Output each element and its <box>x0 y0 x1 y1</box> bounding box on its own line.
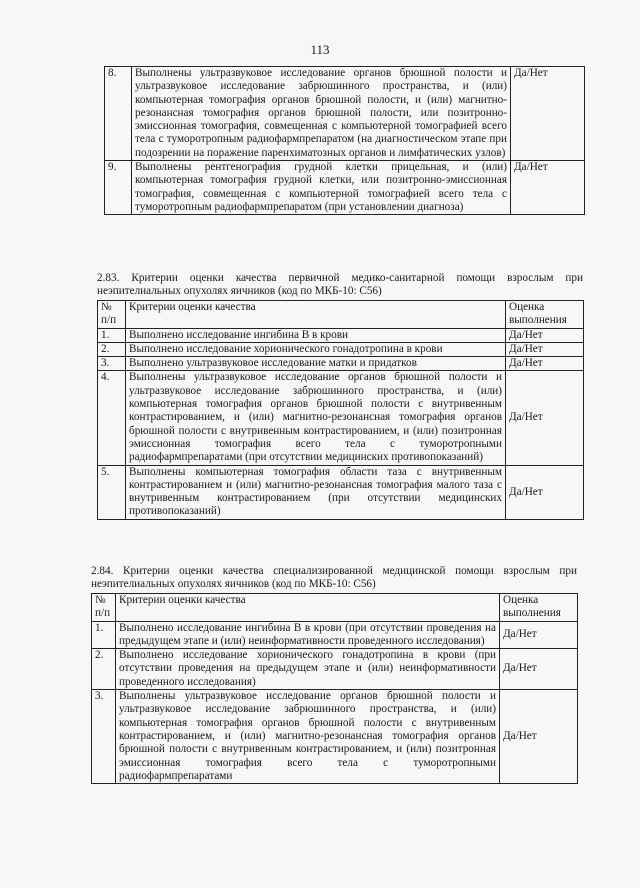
assessment-value: Да/Нет <box>506 357 584 371</box>
row-number: 2. <box>92 649 116 690</box>
assessment-value: Да/Нет <box>500 690 578 784</box>
table-header-row <box>98 301 584 329</box>
criterion-text: Выполнено исследование ингибина В в крови <box>126 328 506 342</box>
assessment-value: Да/Нет <box>506 328 584 342</box>
table-row <box>98 465 584 519</box>
criteria-table-2-83 <box>97 300 584 520</box>
row-number: 8. <box>105 67 132 161</box>
table-header-row <box>92 594 578 622</box>
criterion-text: Выполнены ультразвуковое исследование органов брюшной полости и ультразвуковое исследование забрюшинного пространства, и (или) компьютерная томография органов брюшной полости с внутривенным контрастированием, и (или) магнитно-резонансная томография органов брюшной полости с внутривенным контрастированием, и (или) позитронная эмиссионная томография всего тела с туморотропными радиофармпрепаратами (при отсутствии медицинских противопоказаний) <box>126 371 506 465</box>
row-number: 3. <box>92 690 116 784</box>
table-row <box>92 690 578 784</box>
assessment-value: Да/Нет <box>511 161 585 215</box>
row-number: 3. <box>98 357 126 371</box>
header-assessment: Оценка выполнения <box>500 594 578 622</box>
header-assessment: Оценка выполнения <box>506 301 584 329</box>
row-number: 4. <box>98 371 126 465</box>
row-number: 9. <box>105 161 132 215</box>
assessment-value: Да/Нет <box>500 649 578 690</box>
criterion-text: Выполнены компьютерная томография области таза с внутривенным контрастированием и (или) магнитно-резонансная томография малого таза с внутривенным контрастированием (при отсутствии медицинских противопоказаний) <box>126 465 506 519</box>
header-number: № п/п <box>98 301 126 329</box>
criterion-text: Выполнено исследование ингибина В в крови (при отсутствии проведения на предыдущем этапе и (или) неинформативности проведенного исследования) <box>116 621 500 649</box>
row-number: 1. <box>92 621 116 649</box>
criteria-table-continued <box>104 66 585 215</box>
table-row <box>98 371 584 465</box>
section-heading-2-83: 2.83. Критерии оценки качества первичной медико-санитарной помощи взрослым при неэпителиальных опухолях яичников (код по МКБ-10: C56) <box>97 272 583 298</box>
criterion-text: Выполнены ультразвуковое исследование органов брюшной полости и ультразвуковое исследование забрюшинного пространства, и (или) компьютерная томография органов брюшной полости, и (или) магнитно-резонансная томография органов брюшной полости, или позитронно-эмиссионная томография, совмещенная с компьютерной томографией всего тела с туморотропным радиофармпрепаратом (на диагностическом этапе при подозрении на поражение паренхиматозных органов и лимфатических узлов) <box>132 67 511 161</box>
section-heading-2-84: 2.84. Критерии оценки качества специализированной медицинской помощи взрослым при неэпителиальных опухолях яичников (код по МКБ-10: C56) <box>91 565 577 591</box>
table-row <box>98 342 584 356</box>
criteria-table-2-84 <box>91 593 578 784</box>
table-row <box>92 621 578 649</box>
table-row <box>98 357 584 371</box>
criterion-text: Выполнено исследование хорионического гонадотропина в крови <box>126 342 506 356</box>
row-number: 5. <box>98 465 126 519</box>
header-criteria: Критерии оценки качества <box>116 594 500 622</box>
criterion-text: Выполнены ультразвуковое исследование органов брюшной полости и ультразвуковое исследование забрюшинного пространства, и (или) компьютерная томография органов брюшной полости с внутривенным контрастированием, и (или) магнитно-резонансная томография органов брюшной полости с внутривенным контрастированием, и (или) позитронная эмиссионная томография всего тела с туморотропными радиофармпрепаратами <box>116 690 500 784</box>
row-number: 2. <box>98 342 126 356</box>
criterion-text: Выполнено ультразвуковое исследование матки и придатков <box>126 357 506 371</box>
row-number: 1. <box>98 328 126 342</box>
header-number: № п/п <box>92 594 116 622</box>
table-row <box>105 161 585 215</box>
assessment-value: Да/Нет <box>506 371 584 465</box>
assessment-value: Да/Нет <box>500 621 578 649</box>
page-number: 113 <box>310 42 330 57</box>
criterion-text: Выполнены рентгенография грудной клетки прицельная, и (или) компьютерная томография грудной клетки, или позитронно-эмиссионная томография, совмещенная с компьютерной томографией всего тела с туморотропным радиофармпрепаратом (при установлении диагноза) <box>132 161 511 215</box>
table-row <box>92 649 578 690</box>
table-row <box>105 67 585 161</box>
assessment-value: Да/Нет <box>506 342 584 356</box>
table-row <box>98 328 584 342</box>
assessment-value: Да/Нет <box>506 465 584 519</box>
assessment-value: Да/Нет <box>511 67 585 161</box>
criterion-text: Выполнено исследование хорионического гонадотропина в крови (при отсутствии проведения на предыдущем этапе и (или) неинформативности проведенного исследования) <box>116 649 500 690</box>
header-criteria: Критерии оценки качества <box>126 301 506 329</box>
